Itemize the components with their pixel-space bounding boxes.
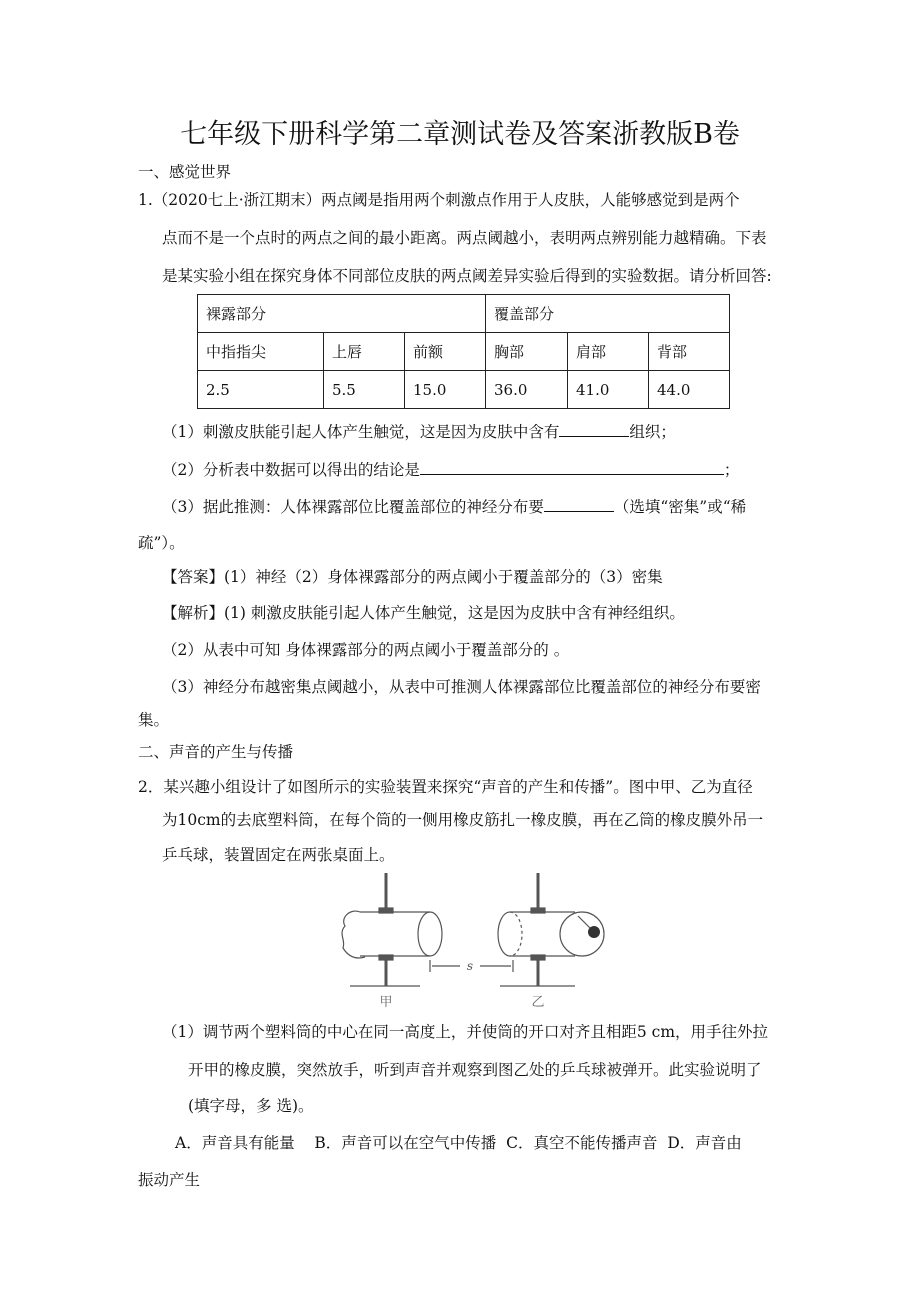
ping-pong-ball xyxy=(588,926,600,938)
distance-label: s xyxy=(466,959,474,973)
table-header: 前额 xyxy=(405,333,486,371)
table-cell: 41.0 xyxy=(568,371,649,409)
text: （选填“密集”或“稀 xyxy=(613,498,747,516)
question-1-text: 点而不是一个点时的两点之间的最小距离。两点阈越小，表明两点辨别能力越精确。下表 xyxy=(162,229,767,247)
table-group-header: 覆盖部分 xyxy=(486,295,730,333)
analysis: （3）神经分布越密集点阈越小，从表中可推测人体裸露部位比覆盖部位的神经分布要密 xyxy=(162,678,761,696)
question-2-text: 乒乓球，装置固定在两张桌面上。 xyxy=(162,846,395,864)
answer-options-cont: 振动产生 xyxy=(138,1171,201,1189)
text: （3）据此推测：人体裸露部位比覆盖部位的神经分布要 xyxy=(162,498,544,516)
table-header: 中指指尖 xyxy=(198,333,324,371)
sub-question-1 xyxy=(162,422,676,442)
analysis: （2）从表中可知 身体裸露部分的两点阈小于覆盖部分的 。 xyxy=(162,641,570,659)
answer-options: A．声音具有能量 B．声音可以在空气中传播 C．真空不能传播声音 D．声音由 xyxy=(175,1134,742,1152)
section-heading: 二、声音的产生与传播 xyxy=(138,743,294,761)
table-cell: 36.0 xyxy=(486,371,568,409)
table-group-header: 裸露部分 xyxy=(198,295,486,333)
tube-label-yi: 乙 xyxy=(531,995,545,1010)
sub-question-3 xyxy=(162,497,746,517)
question-2-sub-1: 开甲的橡皮膜，突然放手，听到声音并观察到图乙处的乒乓球被弹开。此实验说明了 xyxy=(188,1061,762,1079)
table-cell: 2.5 xyxy=(198,371,324,409)
answer-blank xyxy=(544,497,614,512)
text: （1）刺激皮肤能引起人体产生触觉，这是因为皮肤中含有 xyxy=(162,423,560,441)
analysis: 集。 xyxy=(138,711,170,729)
question-1-text: 是某实验小组在探究身体不同部位皮肤的两点阈差异实验后得到的实验数据。请分析回答: xyxy=(162,267,772,285)
two-point-threshold-table xyxy=(197,294,730,409)
question-2-text: 2．某兴趣小组设计了如图所示的实验装置来探究“声音的产生和传播”。图中甲、乙为直径 xyxy=(138,778,753,796)
tube-label-jia: 甲 xyxy=(379,995,393,1010)
table-cell: 5.5 xyxy=(324,371,405,409)
question-1-text: 1.（2020七上·浙江期末）两点阈是指用两个刺激点作用于人皮肤，人能够感觉到是两个 xyxy=(138,191,740,209)
table-cell: 15.0 xyxy=(405,371,486,409)
table-header: 肩部 xyxy=(568,333,649,371)
answer-blank xyxy=(559,422,629,437)
text: （2）分析表中数据可以得出的结论是 xyxy=(162,461,420,479)
text: ； xyxy=(723,461,740,479)
answer-blank xyxy=(420,460,724,475)
question-2-sub-1: （1）调节两个塑料筒的中心在同一高度上，并使筒的开口对齐且相距5 cm，用手往外拉 xyxy=(162,1023,769,1041)
sub-question-2 xyxy=(162,460,739,480)
analysis: 【解析】(1) 刺激皮肤能引起人体产生触觉，这是因为皮肤中含有神经组织。 xyxy=(162,604,685,622)
table-header: 胸部 xyxy=(486,333,568,371)
question-2-text: 为10cm的去底塑料筒，在每个筒的一侧用橡皮筋扎一橡皮膜，再在乙筒的橡皮膜外吊一 xyxy=(162,811,764,829)
table-header: 上唇 xyxy=(324,333,405,371)
section-heading: 一、感觉世界 xyxy=(138,163,232,181)
question-2-sub-1: (填字母，多 选)。 xyxy=(188,1097,314,1115)
experiment-figure xyxy=(310,868,610,1018)
page-title: 七年级下册科学第二章测试卷及答案浙教版B卷 xyxy=(180,119,740,150)
answer: 【答案】(1）神经（2）身体裸露部分的两点阈小于覆盖部分的（3）密集 xyxy=(162,568,663,586)
text: 组织； xyxy=(629,423,676,441)
table-header: 背部 xyxy=(649,333,730,371)
sub-question-3-cont: 疏”）。 xyxy=(138,534,185,552)
table-cell: 44.0 xyxy=(649,371,730,409)
